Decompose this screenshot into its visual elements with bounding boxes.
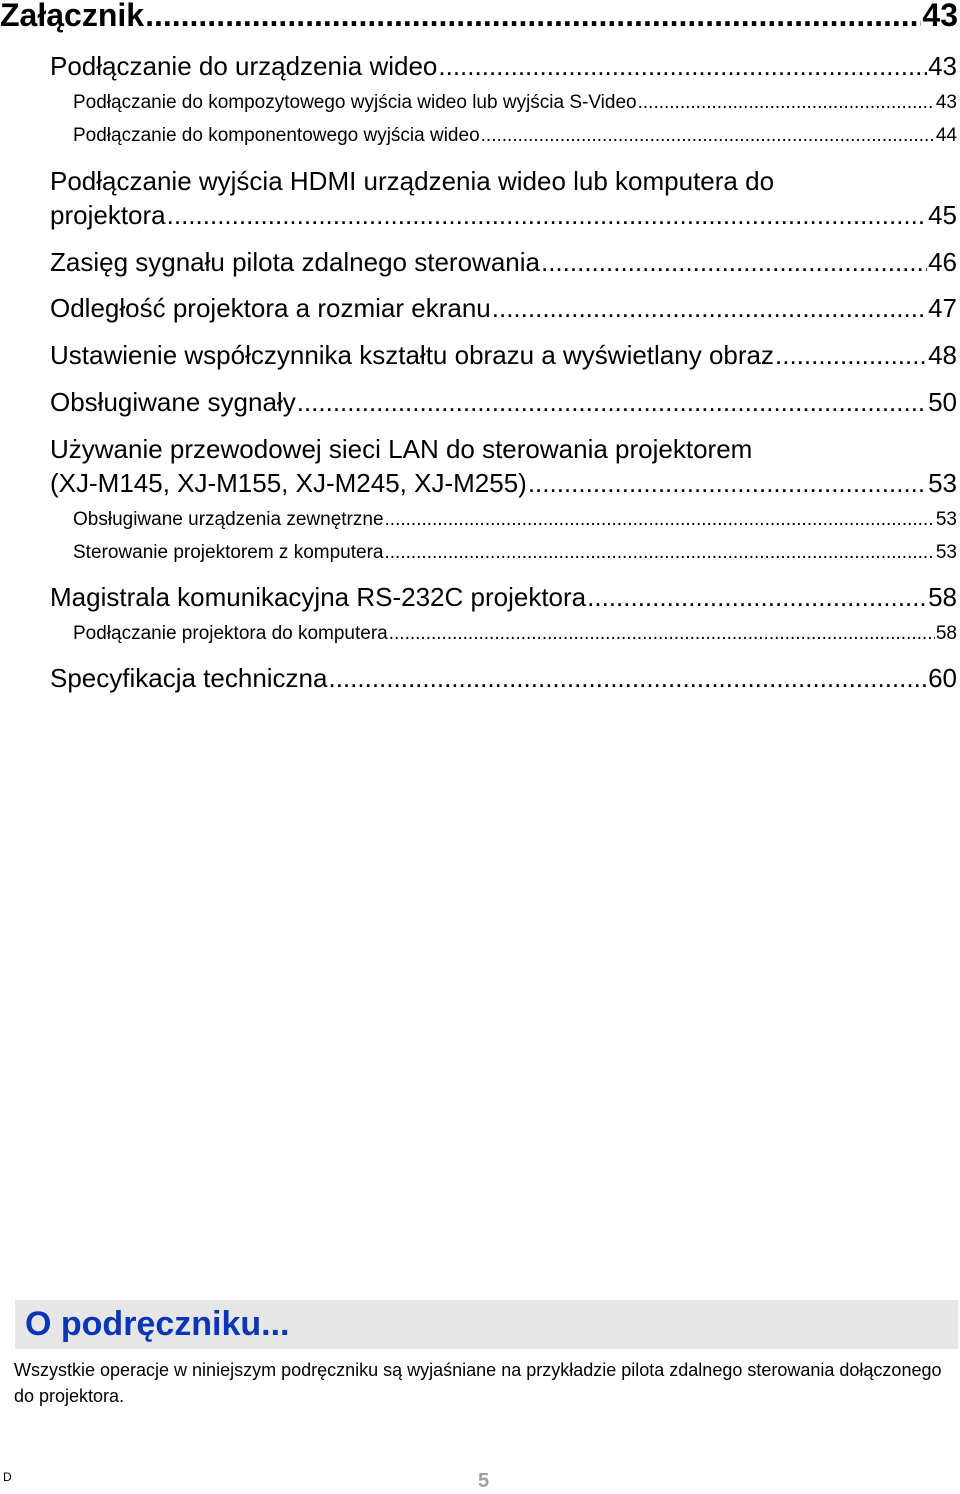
toc-entry-title-line1[interactable]: Używanie przewodowej sieci LAN do sterowania projektorem	[50, 434, 753, 464]
toc-entry-title: Podłączanie do urządzenia wideo	[50, 51, 438, 81]
toc-entry-title: Obsługiwane sygnały	[50, 387, 296, 417]
toc-subentry[interactable]	[73, 124, 957, 148]
toc-entry-title: Podłączanie projektora do komputera	[73, 623, 388, 644]
toc-entry[interactable]	[50, 50, 957, 82]
toc-heading[interactable]	[0, 0, 958, 37]
footer-code: D	[3, 1470, 12, 1484]
toc-entry-title: Ustawienie współczynnika kształtu obrazu a wyświetlany obraz	[50, 340, 774, 370]
page-number: 5	[478, 1470, 490, 1492]
toc-entry-title: Podłączanie do kompozytowego wyjścia wideo lub wyjścia S-Video	[73, 92, 637, 113]
toc-entry-title-line1[interactable]: Podłączanie wyjścia HDMI urządzenia wideo lub komputera do	[50, 166, 775, 196]
dot-leader	[541, 246, 927, 278]
toc-entry[interactable]	[50, 292, 957, 324]
toc-entry-page: 43	[928, 51, 957, 81]
dot-leader	[638, 91, 935, 115]
toc-entry-page: 47	[928, 293, 957, 323]
section-body-text: Wszystkie operacje w niniejszym podręczniku są wyjaśniane na przykładzie pilota zdalnego sterowania dołączonego do projektora.	[14, 1360, 942, 1406]
toc-entry-page: 53	[928, 468, 957, 498]
toc-entry-title: Magistrala komunikacyjna RS-232C projektora	[50, 582, 587, 612]
section-title: O podręczniku...	[25, 1305, 290, 1343]
dot-leader	[328, 662, 927, 694]
dot-leader	[297, 386, 927, 418]
toc-subentry[interactable]	[73, 508, 957, 532]
toc-entry[interactable]	[50, 199, 957, 231]
dot-leader	[775, 339, 927, 371]
dot-leader	[167, 199, 927, 231]
toc-entry-page: 53	[935, 509, 957, 530]
toc-entry-title-line2: (XJ-M145, XJ-M155, XJ-M245, XJ-M255)	[50, 468, 527, 498]
toc-subentry[interactable]	[73, 622, 957, 646]
toc-entry-title: Zasięg sygnału pilota zdalnego sterowania	[50, 247, 540, 277]
toc-entry[interactable]	[50, 246, 957, 278]
toc-entry-page: 44	[935, 125, 957, 146]
toc-entry-page: 53	[935, 542, 957, 563]
toc-subentry[interactable]	[73, 91, 957, 115]
toc-entry-title: Obsługiwane urządzenia zewnętrzne	[73, 509, 384, 530]
toc-heading-title: Załącznik	[0, 0, 145, 33]
dot-leader	[438, 50, 927, 82]
toc-entry-page: 50	[928, 387, 957, 417]
toc-entry-page: 58	[935, 623, 957, 644]
dot-leader	[528, 467, 927, 499]
toc-entry-title: Odległość projektora a rozmiar ekranu	[50, 293, 491, 323]
toc-entry[interactable]	[50, 386, 957, 418]
toc-entry-page: 46	[928, 247, 957, 277]
toc-heading-page: 43	[922, 0, 958, 33]
toc-entry[interactable]	[50, 339, 957, 371]
dot-leader	[389, 622, 935, 646]
toc-entry-title: Specyfikacja techniczna	[50, 663, 328, 693]
dot-leader	[481, 124, 935, 148]
dot-leader	[145, 0, 921, 37]
toc-entry[interactable]	[50, 467, 957, 499]
dot-leader	[492, 292, 927, 324]
toc-entry-page: 45	[928, 200, 957, 230]
toc-entry-title-line2: projektora	[50, 200, 166, 230]
toc-entry[interactable]	[50, 581, 957, 613]
dot-leader	[384, 541, 934, 565]
toc-entry-page: 43	[935, 92, 957, 113]
toc-entry-page: 60	[928, 663, 957, 693]
dot-leader	[385, 508, 935, 532]
dot-leader	[587, 581, 927, 613]
toc-entry-page: 58	[928, 582, 957, 612]
toc-entry[interactable]	[50, 662, 957, 694]
toc-entry-page: 48	[928, 340, 957, 370]
toc-subentry[interactable]	[73, 541, 957, 565]
toc-entry-title: Sterowanie projektorem z komputera	[73, 542, 384, 563]
toc-entry-title: Podłączanie do komponentowego wyjścia wideo	[73, 125, 480, 146]
